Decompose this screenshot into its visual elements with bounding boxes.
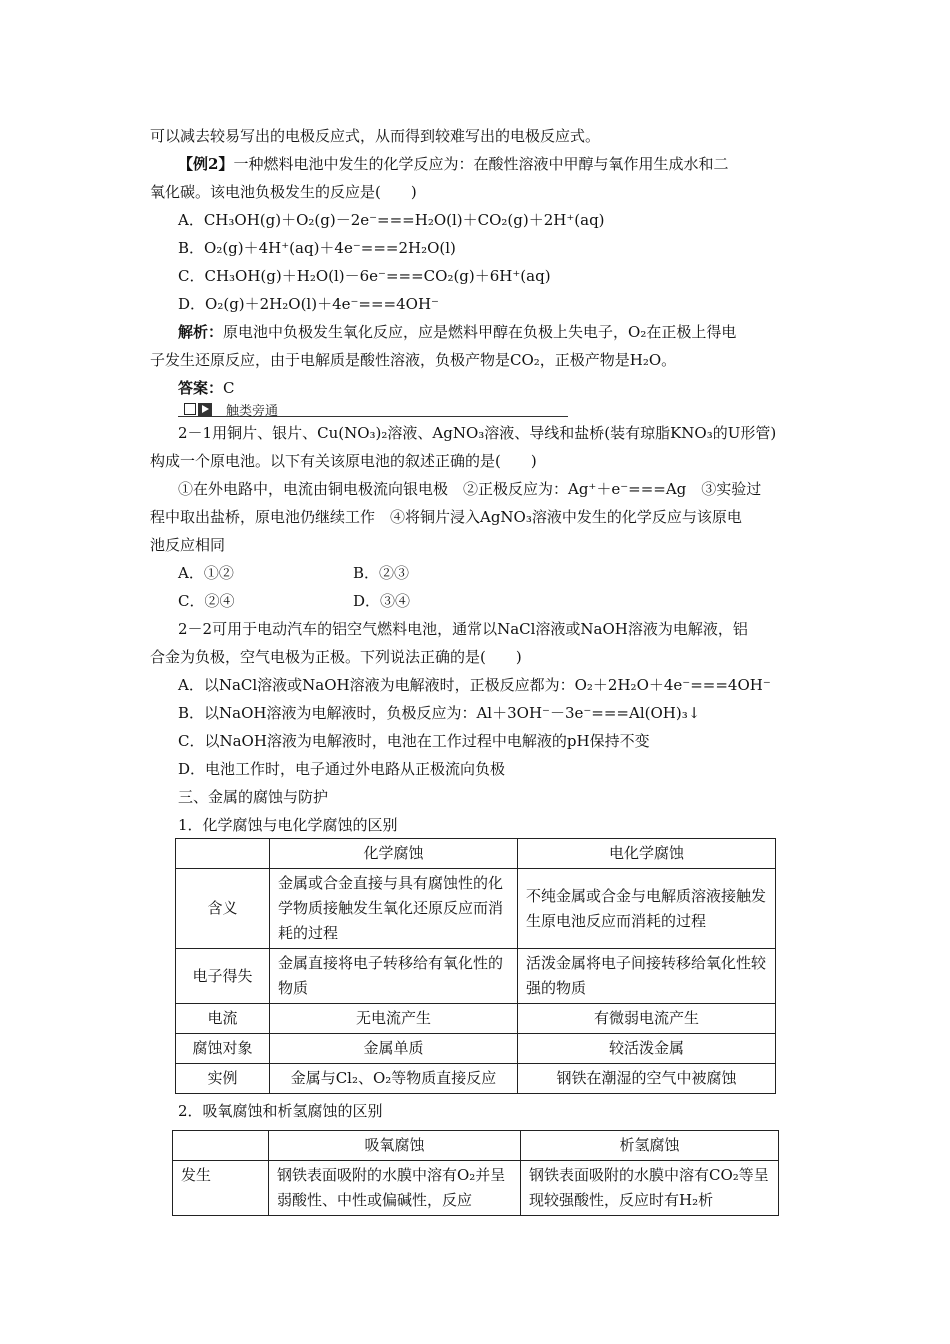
row-label: 电流 — [176, 1004, 270, 1034]
table-cell: 钢铁表面吸附的水膜中溶有CO₂等呈现较强酸性，反应时有H₂析 — [521, 1161, 779, 1216]
row-label: 含义 — [176, 869, 270, 949]
table-cell: 较活泼金属 — [518, 1034, 776, 1064]
row-label: 电子得失 — [176, 949, 270, 1004]
table-row — [176, 1064, 776, 1094]
section-banner — [178, 402, 568, 418]
table-cell: 金属与Cl₂、O₂等物质直接反应 — [270, 1064, 518, 1094]
oxygen-hydrogen-corrosion-table — [172, 1130, 779, 1216]
table-header-cell — [173, 1131, 269, 1161]
option-b: B．②③ — [353, 564, 410, 582]
text-line: 池反应相同 — [150, 536, 226, 554]
table-row — [176, 869, 776, 949]
table-header-cell: 吸氧腐蚀 — [269, 1131, 521, 1161]
table-row — [173, 1161, 779, 1216]
text-line: 氧化碳。该电池负极发生的反应是( ) — [150, 183, 417, 201]
text-line: 子发生还原反应，由于电解质是酸性溶液，负极产物是CO₂，正极产物是H₂O。 — [150, 351, 677, 369]
option-c: C．②④ — [178, 592, 235, 610]
analysis-tag: 解析： — [178, 323, 224, 341]
option-d: D．电池工作时，电子通过外电路从正极流向负极 — [178, 760, 506, 778]
table-header-cell — [176, 839, 270, 869]
table-header-cell: 化学腐蚀 — [270, 839, 518, 869]
text-line: 构成一个原电池。以下有关该原电池的叙述正确的是( ) — [150, 452, 537, 470]
option-c: C．以NaOH溶液为电解液时，电池在工作过程中电解液的pH保持不变 — [178, 732, 650, 750]
table-row — [176, 949, 776, 1004]
text-line: ①在外电路中，电流由铜电极流向银电极 ②正极反应为：Ag⁺＋e⁻===Ag ③实验过 — [178, 480, 762, 498]
option-c: C．CH₃OH(g)＋H₂O(l)－6e⁻===CO₂(g)＋6H⁺(aq) — [178, 267, 551, 285]
table-cell: 有微弱电流产生 — [518, 1004, 776, 1034]
option-b: B．O₂(g)＋4H⁺(aq)＋4e⁻===2H₂O(l) — [178, 239, 456, 257]
example-2-line — [178, 154, 728, 174]
option-d: D．O₂(g)＋2H₂O(l)＋4e⁻===4OH⁻ — [178, 295, 439, 313]
analysis-line — [178, 322, 736, 342]
text-line: 合金为负极，空气电极为正极。下列说法正确的是( ) — [150, 648, 522, 666]
question-2-2: 2－2可用于电动汽车的铝空气燃料电池，通常以NaCl溶液或NaOH溶液为电解液，铝 — [178, 620, 748, 638]
option-a: A．①② — [178, 564, 234, 582]
table-cell: 活泼金属将电子间接转移给氧化性较强的物质 — [518, 949, 776, 1004]
option-d: D．③④ — [353, 592, 411, 610]
banner-icon — [178, 403, 218, 416]
table-cell: 无电流产生 — [270, 1004, 518, 1034]
text-line: 可以减去较易写出的电极反应式，从而得到较难写出的电极反应式。 — [150, 127, 601, 145]
table-header-row — [176, 839, 776, 869]
table-header-cell: 电化学腐蚀 — [518, 839, 776, 869]
table-cell: 不纯金属或合金与电解质溶液接触发生原电池反应而消耗的过程 — [518, 869, 776, 949]
corrosion-comparison-table — [175, 838, 776, 1094]
banner-rule — [178, 416, 568, 417]
table-cell: 金属单质 — [270, 1034, 518, 1064]
subsection-heading: 2．吸氧腐蚀和析氢腐蚀的区别 — [178, 1102, 383, 1120]
table-cell: 钢铁表面吸附的水膜中溶有O₂并呈弱酸性、中性或偏碱性，反应 — [269, 1161, 521, 1216]
question-2-1: 2－1用铜片、银片、Cu(NO₃)₂溶液、AgNO₃溶液、导线和盐桥(装有琼脂KNO₃的U形管) — [178, 424, 777, 442]
section-heading: 三、金属的腐蚀与防护 — [178, 788, 329, 806]
banner-label: 触类旁通 — [226, 404, 279, 419]
example-tag: 【例2】 — [178, 155, 234, 173]
text-line: 程中取出盐桥，原电池仍继续工作 ④将铜片浸入AgNO₃溶液中发生的化学反应与该原电 — [150, 508, 742, 526]
row-label: 腐蚀对象 — [176, 1034, 270, 1064]
analysis-text: 原电池中负极发生氧化反应，应是燃料甲醇在负极上失电子，O₂在正极上得电 — [223, 323, 737, 341]
table-cell: 金属或合金直接与具有腐蚀性的化学物质接触发生氧化还原反应而消耗的过程 — [270, 869, 518, 949]
answer-text: C — [223, 379, 235, 397]
table-header-cell: 析氢腐蚀 — [521, 1131, 779, 1161]
table-row — [176, 1034, 776, 1064]
table-header-row — [173, 1131, 779, 1161]
row-label: 实例 — [176, 1064, 270, 1094]
option-a: A．以NaCl溶液或NaOH溶液为电解液时，正极反应都为：O₂＋2H₂O＋4e⁻===4OH⁻ — [178, 676, 771, 694]
option-a: A．CH₃OH(g)＋O₂(g)－2e⁻===H₂O(l)＋CO₂(g)＋2H⁺(aq) — [178, 211, 605, 229]
row-label: 发生 — [173, 1161, 269, 1216]
table-row — [176, 1004, 776, 1034]
subsection-heading: 1．化学腐蚀与电化学腐蚀的区别 — [178, 816, 398, 834]
table-cell: 钢铁在潮湿的空气中被腐蚀 — [518, 1064, 776, 1094]
answer-tag: 答案： — [178, 379, 224, 397]
option-b: B．以NaOH溶液为电解液时，负极反应为：Al＋3OH⁻－3e⁻===Al(OH)₃↓ — [178, 704, 701, 722]
table-cell: 金属直接将电子转移给有氧化性的物质 — [270, 949, 518, 1004]
example-text: 一种燃料电池中发生的化学反应为：在酸性溶液中甲醇与氧作用生成水和二 — [233, 155, 729, 173]
answer-line — [178, 378, 235, 398]
